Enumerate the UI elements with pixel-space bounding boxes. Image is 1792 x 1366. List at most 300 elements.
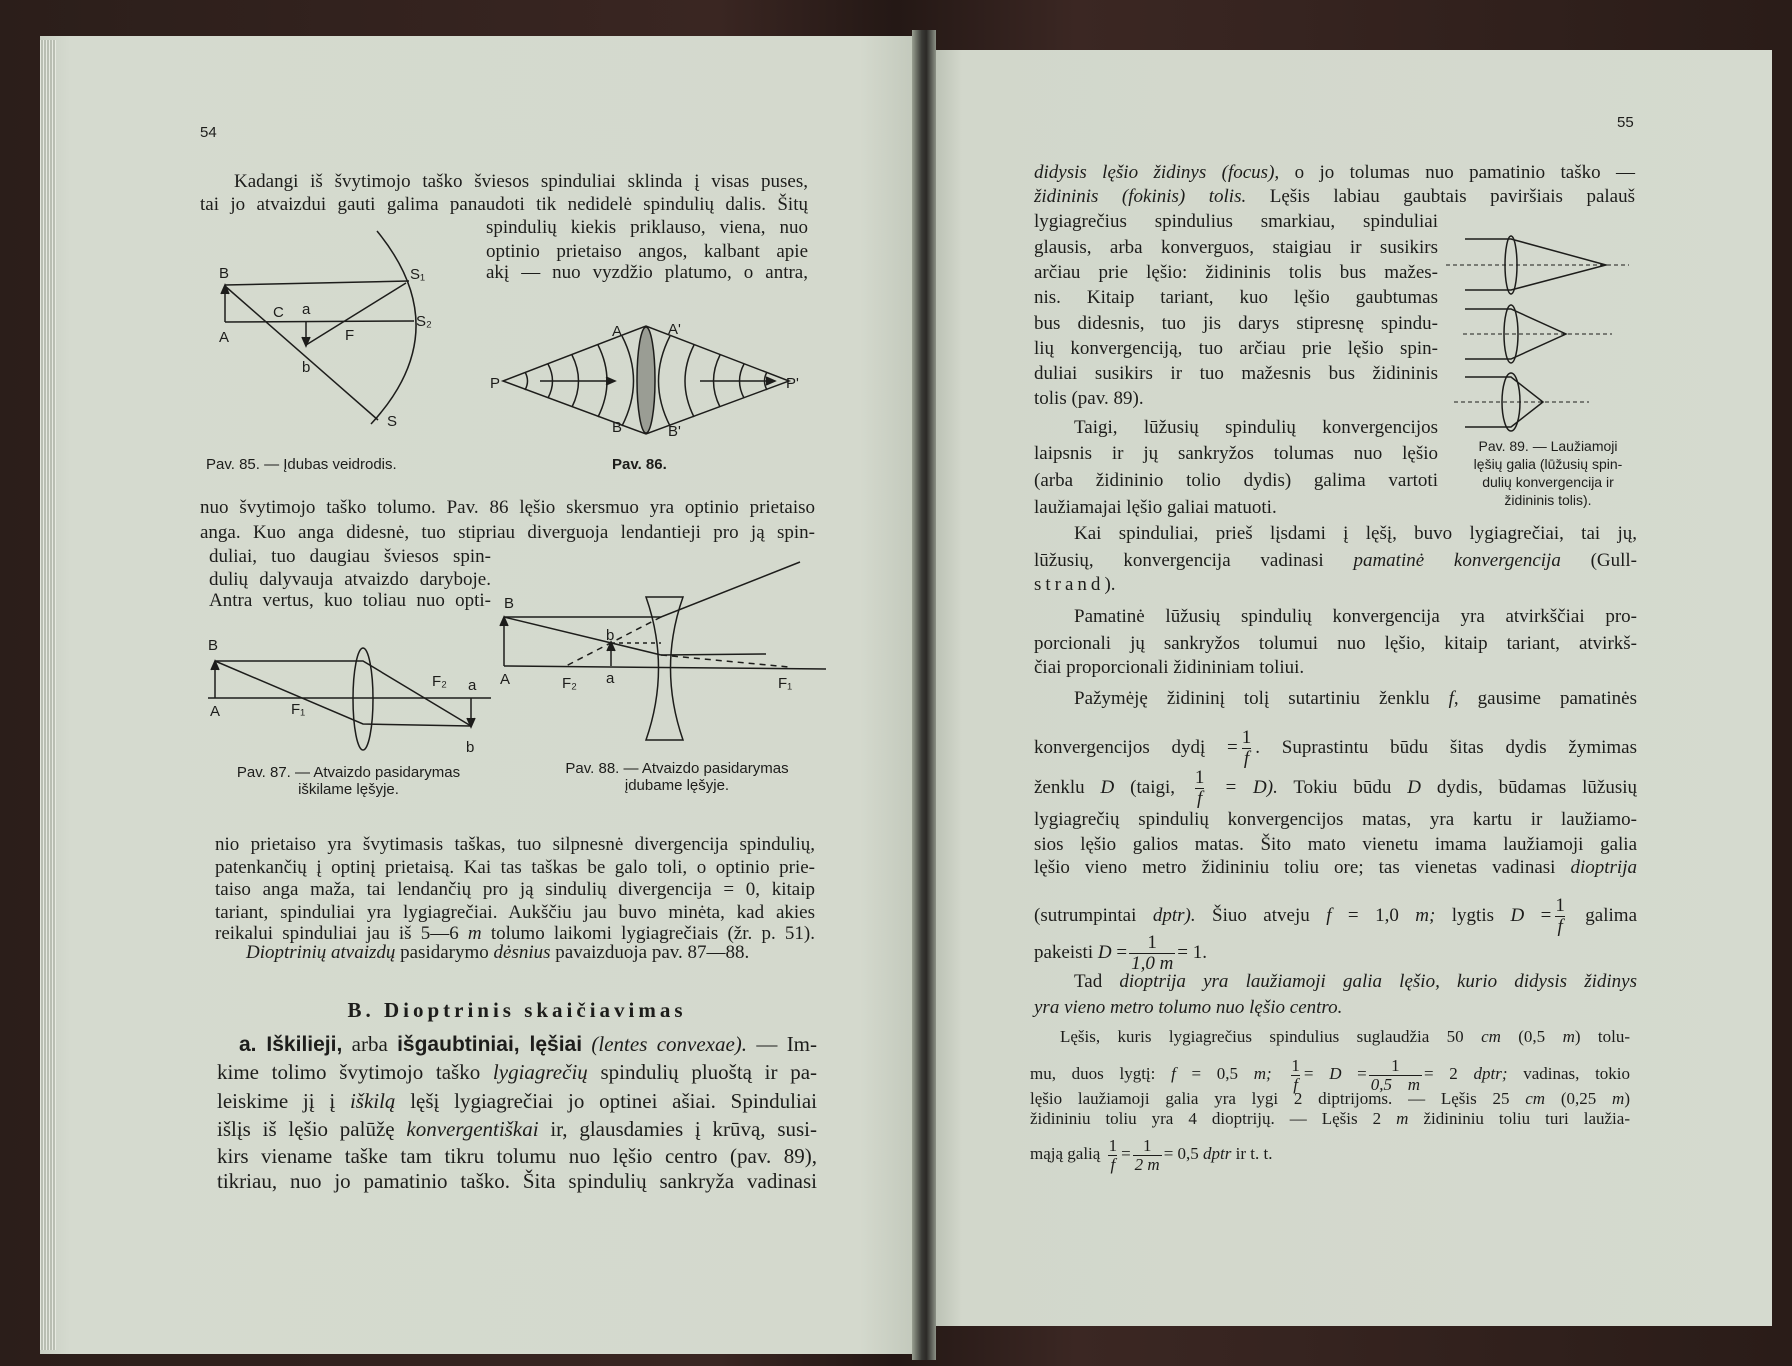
text-run: mu, duos lygtį:	[1030, 1064, 1172, 1084]
line-content	[215, 902, 815, 923]
line-content	[246, 942, 749, 963]
line-content	[215, 857, 815, 878]
text-run: porcionali jų sankryžos tolumui nuo lęšio, kitaip tariant, atvirkš-	[1034, 633, 1637, 654]
left-p5-line	[217, 1088, 817, 1114]
text-run: židininiu toliu turi laužia-	[1408, 1109, 1630, 1128]
left-p2b-line	[209, 545, 491, 569]
text-run: židininis (fokinis) tolis.	[1034, 186, 1247, 207]
text-run: (lentes convexae).	[591, 1032, 748, 1056]
label-A: A	[219, 329, 230, 346]
fraction-numerator: 1	[1555, 895, 1565, 916]
text-run: tolumo laikomi lygiagrečiais (žr. p. 51).	[481, 923, 815, 944]
ray-line	[215, 661, 471, 726]
line-content	[1030, 1089, 1630, 1108]
text-run: konvergencijos dydį =	[1034, 736, 1238, 758]
lens	[353, 648, 373, 750]
text-run: dėsnius	[493, 942, 551, 963]
text-run: (Gull-	[1560, 550, 1638, 571]
text-run: akį — nuo vyzdžio platumo, o antra,	[486, 262, 808, 283]
text-run: =	[1524, 904, 1552, 926]
line-content	[209, 546, 491, 567]
line-content	[1030, 1136, 1273, 1174]
text-run: lygiagrečius spindulius smarkiau, spinduliai	[1034, 211, 1438, 232]
text-run: nuo švytimojo taško tolumo. Pav. 86 lęšio skersmuo yra optinio prietaiso	[200, 497, 815, 518]
text-run: židininiu toliu yra 4 dioptrijų. — Lęšis 2	[1030, 1109, 1397, 1128]
right-p1b-line	[1034, 261, 1438, 285]
text-run: dioptrija	[1570, 857, 1637, 878]
lens	[646, 597, 683, 740]
text-run: lęšio vieno metro židininiu toliu ore; tas vienetas vadinasi	[1034, 857, 1571, 878]
line-content	[1034, 470, 1438, 491]
label-C: C	[273, 304, 284, 321]
text-run: (taigi,	[1114, 776, 1191, 798]
page-number-right: 55	[1617, 114, 1634, 131]
text-run: spindulių pluoštą ir pa-	[587, 1060, 818, 1084]
text-run: m	[1396, 1109, 1409, 1128]
text-run: cm	[1481, 1027, 1501, 1046]
text-run: dioptrija yra laužiamoji galia lęšio, kurio didysis židinys	[1119, 971, 1637, 992]
right-p7-line	[1030, 1108, 1630, 1129]
text-run: ) tolu-	[1574, 1027, 1630, 1046]
label-A: A	[210, 703, 221, 720]
text-run: kirs viename taške tam tikru tolumu nuo lęšio centro (pav. 89),	[217, 1144, 817, 1168]
text-run: dulių dalyvauja atvaizdo daryboje.	[209, 569, 491, 590]
line-content	[1034, 162, 1635, 183]
text-run: m	[1562, 1027, 1575, 1046]
right-p1b-line	[1034, 387, 1144, 411]
text-run: = 0,5	[1175, 1064, 1254, 1084]
line-content	[1034, 809, 1637, 830]
label-S1: S₁	[410, 266, 426, 283]
text-run: anga. Kuo anga didesnė, tuo stipriau diverguoja lendantieji pro ją spin-	[200, 522, 815, 543]
text-run: ir, glausdamies į krūvą, susi-	[538, 1117, 817, 1141]
text-run: ).	[1104, 574, 1116, 595]
arrowhead	[606, 377, 615, 385]
label-B-prime: B'	[668, 423, 681, 440]
right-p3-line	[1074, 522, 1637, 546]
text-run: = 1.	[1177, 941, 1208, 963]
line-content	[1034, 857, 1637, 878]
line-content	[1034, 633, 1637, 654]
right-p5-line	[1034, 728, 1637, 769]
text-run: arba	[342, 1032, 398, 1056]
virtual-ray	[661, 655, 789, 667]
fig87-caption-line: iškilame lęšyje.	[298, 781, 399, 798]
line-content	[1034, 287, 1438, 308]
line-content	[217, 1117, 817, 1141]
text-run: išlįs iš lęšio palūžę	[217, 1117, 407, 1141]
fraction-denominator: f	[1110, 1154, 1116, 1174]
label-a: a	[302, 301, 311, 318]
line-content	[217, 1060, 817, 1084]
text-run: čiai proporcionali židininiam toliui.	[1034, 657, 1305, 678]
fraction-numerator: 1	[1241, 727, 1252, 748]
line-content	[209, 569, 491, 590]
text-run: D	[1100, 776, 1115, 798]
line-content	[200, 522, 815, 543]
left-p5-line	[239, 1031, 817, 1058]
fraction-denominator: 1,0 m	[1131, 952, 1174, 974]
line-content	[1074, 688, 1637, 709]
left-p4-line	[246, 941, 749, 965]
text-run: iškilą	[349, 1089, 396, 1113]
line-content	[1034, 388, 1144, 409]
fig87-caption-line: Pav. 87. — Atvaizdo pasidarymas	[236, 764, 461, 781]
left-p2-line	[200, 521, 815, 545]
right-p1b-line	[1034, 312, 1438, 336]
right-p5-line	[1034, 768, 1637, 809]
text-run: spindulių kiekis priklauso, viena, nuo	[486, 217, 808, 238]
right-p1b-line	[1034, 337, 1438, 361]
left-p2b-line	[209, 589, 491, 613]
text-run: lygtis	[1435, 904, 1511, 926]
text-run: Tokiu būdu	[1277, 776, 1408, 798]
line-content	[1034, 550, 1637, 571]
fraction-denominator: f	[1197, 787, 1203, 809]
text-run: Kadangi iš švytimojo taško šviesos spinduliai sklinda į visas puses,	[234, 171, 808, 192]
right-p1b-line	[1034, 286, 1438, 310]
ray-line	[225, 281, 409, 285]
text-run: a. Iškilieji,	[239, 1033, 343, 1056]
label-B: B	[612, 419, 623, 436]
fig89-caption-line: Pav. 89. — Laužiamoji	[1478, 438, 1618, 454]
line-content	[1030, 1056, 1631, 1094]
label-A-prime: A'	[668, 321, 681, 338]
right-p4-line	[1034, 656, 1304, 680]
text-run: pakeisti	[1034, 941, 1098, 963]
text-run: konvergentiškai	[406, 1117, 539, 1141]
text-run: = 1,0	[1331, 904, 1416, 926]
line-content	[1034, 834, 1637, 855]
right-p2-line	[1034, 442, 1438, 466]
text-run: nis. Kitaip tariant, kuo lęšio gaubtumas	[1034, 287, 1438, 308]
line-content	[1034, 186, 1635, 207]
text-run: sios lęšio galios matas. Šito mato vienetu imama laužiamoji galia	[1034, 834, 1637, 855]
text-run: f	[1171, 1064, 1176, 1084]
text-run: . Suprastintu būdu šitas dydis žymimas	[1255, 736, 1637, 758]
line-content	[1074, 417, 1438, 438]
right-p6-line	[1034, 996, 1342, 1020]
text-run: patenkančių į optinį prietaisą. Kai tas taškas be galo toli, o optinio prie-	[215, 857, 815, 878]
fraction-denominator: f	[1557, 915, 1563, 937]
right-p5-line	[1034, 933, 1207, 974]
text-run: Antra vertus, kuo toliau nuo opti-	[209, 590, 491, 611]
line-content	[1034, 313, 1438, 334]
line-content	[217, 1144, 817, 1168]
left-p2-line	[200, 496, 815, 520]
text-run: f	[1326, 904, 1332, 926]
line-content	[1034, 727, 1637, 769]
text-run: lygiagrečių	[492, 1060, 588, 1084]
text-run	[1272, 1064, 1288, 1083]
left-p1-line	[234, 170, 808, 194]
text-run: yra vieno metro tolumo nuo lęšio centro.	[1034, 997, 1343, 1018]
text-run: , gausime pamatinės	[1453, 688, 1637, 709]
fig89-caption-line: židininis tolis).	[1504, 492, 1592, 508]
fraction-numerator: 1	[1142, 1136, 1152, 1155]
text-run: =	[1341, 1064, 1367, 1084]
lens	[637, 327, 655, 433]
fig88-caption-line: įdubame lęšyje.	[624, 777, 730, 794]
mirror-arc	[371, 231, 416, 424]
text-run: o jo tolumas nuo pamatinio taško —	[1279, 162, 1636, 183]
lens-strong	[1454, 373, 1589, 431]
line-content	[1034, 443, 1438, 464]
right-p2-line	[1034, 469, 1438, 493]
text-run: Kai spinduliai, prieš lįsdami į lęšį, buvo lygiagrečiai, tai jų,	[1074, 523, 1637, 544]
line-content	[1060, 1027, 1630, 1046]
arrowhead	[302, 337, 310, 346]
left-p5-line	[217, 1116, 817, 1142]
fraction	[1193, 768, 1207, 809]
text-run: cm	[1525, 1089, 1546, 1108]
text-run: bus didesnis, tuo jis darys stipresnę spindu-	[1034, 313, 1438, 334]
label-F2: F₂	[562, 675, 577, 692]
text-run	[582, 1032, 591, 1056]
label-B: B	[504, 595, 515, 612]
text-run: taiso anga maža, tai lendančių pro ją sindulių divergencija = 0, kitaip	[215, 879, 815, 900]
text-run: =	[1111, 941, 1128, 963]
line-content	[200, 497, 815, 518]
text-run: Tad	[1074, 971, 1120, 992]
fraction-numerator: 1	[1147, 932, 1157, 953]
label-S2: S₂	[416, 313, 432, 330]
line-content	[1034, 997, 1342, 1018]
fig86-caption: Pav. 86.	[612, 456, 667, 473]
text-run: galima	[1568, 904, 1638, 926]
text-run: )	[1624, 1089, 1630, 1108]
fig86-lens-wavefront-diagram	[490, 321, 799, 440]
text-run: m;	[1253, 1064, 1272, 1084]
text-run: = D).	[1208, 776, 1278, 798]
text-run: =	[1303, 1064, 1330, 1084]
right-p6-line	[1074, 970, 1637, 994]
text-run: Lęšis labiau gaubtais paviršiais palauš	[1246, 186, 1635, 207]
fraction-denominator: f	[1293, 1074, 1299, 1094]
right-p7-line	[1060, 1026, 1630, 1047]
line-content	[1074, 971, 1637, 992]
left-p5-line	[217, 1059, 817, 1085]
arrowhead	[766, 377, 775, 385]
label-P: P	[490, 375, 501, 392]
line-content	[217, 1169, 817, 1193]
fraction	[1133, 1137, 1162, 1174]
ray-line	[504, 562, 800, 617]
line-content	[1034, 237, 1438, 258]
line-content	[1034, 574, 1116, 595]
left-p1-line	[200, 193, 808, 217]
label-S: S	[387, 413, 398, 430]
text-run: duliai, tuo daugiau šviesos spin-	[209, 546, 491, 567]
page-number-left: 54	[200, 124, 217, 141]
right-p1-line	[1034, 185, 1635, 209]
right-p7-line	[1030, 1088, 1630, 1109]
right-p1b-line	[1034, 236, 1438, 260]
text-run: m;	[1415, 904, 1436, 926]
text-run: lygiagrečių spindulių konvergencijos matas, yra kartu ir laužiamo-	[1034, 809, 1637, 830]
text-run: Pamatinė lūžusių spindulių konvergencija yra atvirkščiai pro-	[1074, 606, 1637, 627]
right-p1b-line	[1034, 210, 1438, 234]
text-run: tariant, spinduliai yra lygiagrečiai. Aukščiu jau buvo minėta, kad akies	[215, 902, 815, 923]
line-content	[200, 194, 808, 215]
text-run: f	[1448, 688, 1454, 709]
text-run: (0,25	[1545, 1089, 1613, 1108]
label-F: F	[345, 327, 355, 344]
line-content	[234, 171, 808, 192]
text-run: tikriau, nuo jo pamatinio taško. Šita spindulių sankryža vadinasi	[217, 1169, 817, 1193]
fig85-concave-mirror-diagram	[219, 231, 432, 430]
left-p3-line	[215, 833, 815, 857]
text-run: D	[1510, 904, 1525, 926]
label-F2: F₂	[432, 673, 447, 690]
fraction-denominator: 0,5 m	[1370, 1074, 1421, 1094]
left-p5-line	[217, 1168, 817, 1194]
fraction	[1553, 896, 1567, 937]
right-p5-line	[1034, 808, 1637, 832]
line-content	[1034, 497, 1277, 518]
right-p5-line	[1074, 687, 1637, 711]
left-p1b-line	[486, 216, 808, 240]
line-content	[1034, 363, 1438, 384]
text-run: =	[1121, 1144, 1131, 1164]
text-run: ženklu	[1034, 776, 1101, 798]
right-p5-line	[1034, 896, 1637, 937]
optical-axis	[225, 321, 414, 322]
line-content	[1034, 657, 1304, 678]
label-F1: F₁	[778, 675, 793, 692]
label-b: b	[466, 739, 475, 756]
text-run: pamatinė konvergencija	[1353, 550, 1561, 571]
text-run: Pažymėję židininį tolį sutartiniu ženklu	[1074, 688, 1449, 709]
text-run: didysis lęšio židinys (focus),	[1034, 162, 1280, 183]
label-a: a	[606, 670, 615, 687]
label-F1: F₁	[291, 701, 306, 718]
text-run: dptr).	[1152, 904, 1196, 926]
text-run: laužiamajai lęšio galiai matuoti.	[1034, 497, 1277, 518]
line-content	[1034, 895, 1638, 937]
text-run: dptr	[1203, 1144, 1232, 1164]
line-content	[1034, 932, 1208, 974]
right-p5-line	[1034, 856, 1637, 880]
text-run: tolis (pav. 89).	[1034, 388, 1144, 409]
label-B: B	[208, 637, 219, 654]
fraction-denominator: 2 m	[1134, 1154, 1160, 1174]
right-p3-line	[1034, 573, 1116, 597]
text-run: lių konvergenciją, tuo arčiau prie lęšio spin-	[1034, 338, 1438, 359]
line-content	[1030, 1109, 1630, 1128]
text-run: lęšio laužiamoji galia yra lygi 2 diptrijoms. — Lęšis 25	[1030, 1089, 1526, 1108]
left-p3-line	[215, 878, 815, 902]
text-run: arčiau prie lęšio: židininis tolis bus mažes-	[1034, 262, 1438, 283]
fig89-lens-power-diagram	[1446, 236, 1629, 431]
left-p1b-line	[486, 261, 808, 285]
text-run: m	[467, 923, 482, 944]
line-content	[1034, 767, 1637, 809]
text-run: Taigi, lūžusių spindulių konvergencijos	[1074, 417, 1438, 438]
text-run: (0,5	[1500, 1027, 1563, 1046]
line-content	[209, 590, 491, 611]
text-run: Dioptrinių atvaizdų	[246, 942, 396, 963]
text-run: (sutrumpintai	[1034, 904, 1153, 926]
left-p3-line	[215, 856, 815, 880]
label-A: A	[500, 671, 511, 688]
line-content	[486, 262, 808, 283]
fig87-convex-lens-diagram	[208, 637, 491, 756]
fig89-caption-line: dulių konvergencija ir	[1482, 474, 1614, 490]
text-run: lūžusių, konvergencija vadinasi	[1034, 550, 1354, 571]
ray-line	[306, 283, 406, 345]
text-run: D	[1407, 776, 1421, 798]
text-run: optinio prietaiso angos, kalbant apie	[486, 241, 808, 262]
text-run: pasidarymo	[395, 942, 494, 963]
text-run: Lęšis, kuris lygiagrečius spindulius suglaudžia 50	[1060, 1027, 1482, 1046]
fig89-caption-line: lęšių galia (lūžusių spin-	[1473, 456, 1623, 472]
fraction-numerator: 1	[1291, 1056, 1300, 1075]
text-run: = 2	[1424, 1064, 1474, 1084]
ray-line	[504, 617, 661, 655]
fraction-numerator: 1	[1108, 1136, 1118, 1155]
text-run: lęšį lygiagrečiai jo optinei ašiai. Spinduliai	[395, 1089, 817, 1113]
text-run: D	[1097, 941, 1112, 963]
fraction-numerator: 1	[1194, 767, 1205, 788]
line-content	[215, 834, 815, 855]
text-run: = 0,5	[1163, 1144, 1204, 1164]
text-run: dptr;	[1473, 1064, 1508, 1084]
line-content	[239, 1032, 817, 1056]
line-content	[217, 1089, 817, 1113]
label-B: B	[219, 265, 230, 282]
right-p7-line	[1030, 1137, 1272, 1174]
text-run: (arba židininio tolio dydis) galima vartoti	[1034, 470, 1438, 491]
line-content	[1034, 338, 1438, 359]
label-P-prime: P'	[786, 375, 799, 392]
text-run: glausis, arba konverguos, staigiau ir susikirs	[1034, 237, 1438, 258]
right-p3-line	[1034, 549, 1637, 573]
left-p5-line	[217, 1143, 817, 1169]
text-run: reikalui spinduliai jau iš 5—6	[215, 923, 468, 944]
fraction	[1129, 933, 1175, 974]
line-content	[215, 879, 815, 900]
line-content	[1074, 606, 1637, 627]
optical-axis	[504, 666, 826, 669]
text-run: pavaizduoja pav. 87—88.	[550, 942, 750, 963]
right-p1b-line	[1034, 362, 1438, 386]
line-content	[1034, 262, 1438, 283]
text-run: m	[1612, 1089, 1625, 1108]
right-p4-line	[1074, 605, 1637, 629]
right-p1-line	[1034, 161, 1635, 185]
text-run: laipsnis ir jų sankryžos tolumas nuo lęšio	[1034, 443, 1438, 464]
fig85-caption: Pav. 85. — Įdubas veidrodis.	[206, 456, 397, 473]
line-content	[1074, 523, 1637, 544]
line-content	[1034, 211, 1438, 232]
section-heading: B. Dioptrinis skaičiavimas	[347, 998, 687, 1022]
label-A: A	[612, 323, 623, 340]
ray-line	[661, 654, 766, 655]
right-p4-line	[1034, 632, 1637, 656]
fraction-numerator: 1	[1391, 1056, 1400, 1075]
text-run: leiskime jį į	[217, 1089, 350, 1113]
label-a: a	[468, 677, 477, 694]
ray-line	[1465, 239, 1606, 290]
text-run: D	[1329, 1064, 1342, 1084]
text-run: strand	[1034, 574, 1105, 595]
text-run: kime tolimo švytimojo taško	[217, 1060, 493, 1084]
fraction	[1240, 728, 1254, 769]
line-content	[486, 217, 808, 238]
lens-weak	[1446, 236, 1629, 294]
text-run: Šiuo atveju	[1195, 904, 1327, 926]
